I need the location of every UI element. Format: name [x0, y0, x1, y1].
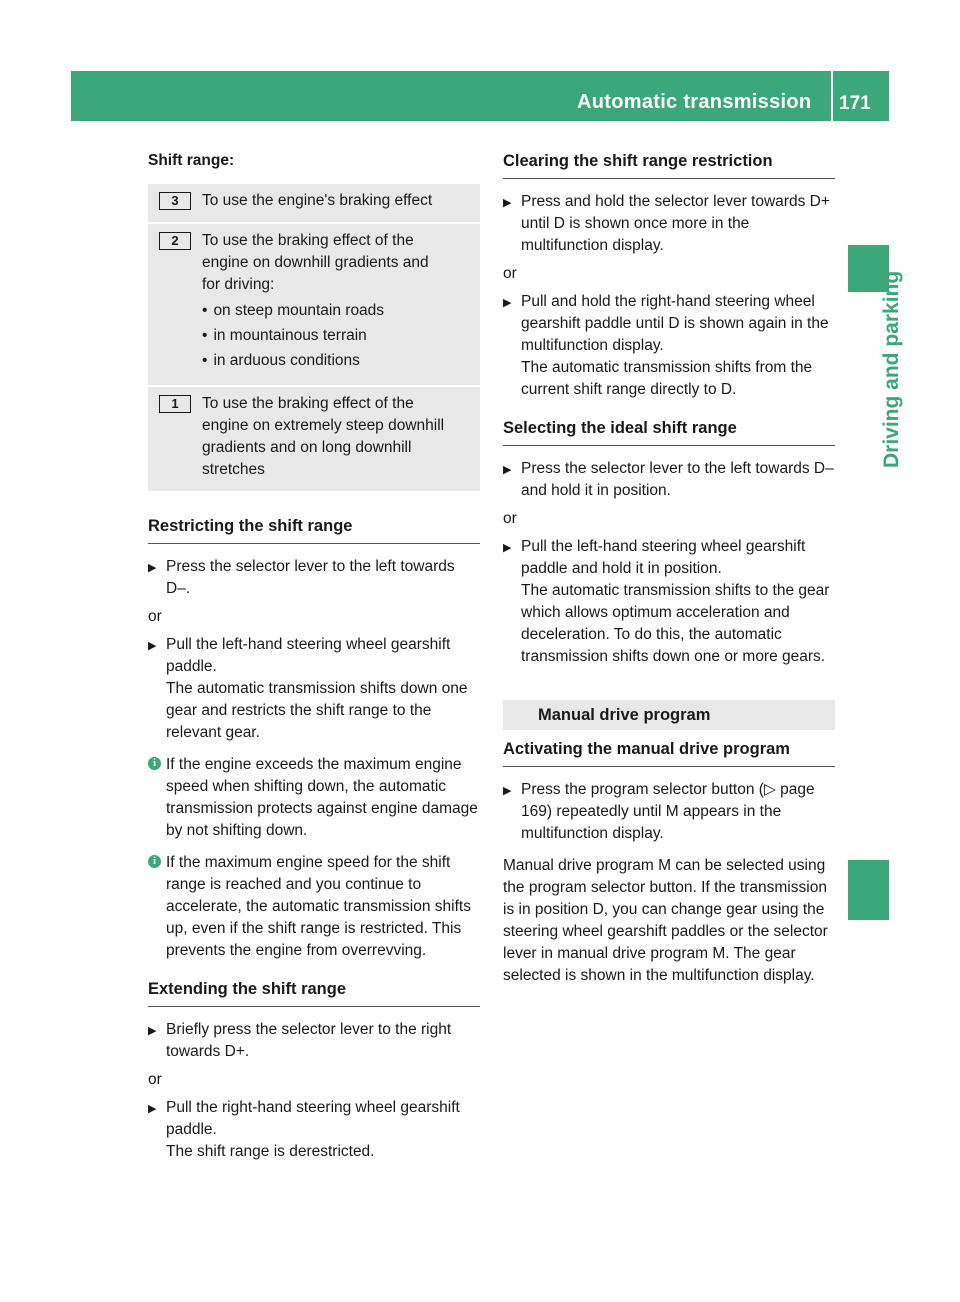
list-item: • in mountainous terrain: [202, 325, 472, 347]
gear-1-key: 1: [159, 395, 191, 413]
or-separator: or: [503, 510, 517, 527]
activating-heading: Activating the manual drive program: [503, 738, 835, 767]
clearing-heading: Clearing the shift range restriction: [503, 150, 835, 179]
step-result: The automatic transmission shifts from the current shift range directly to D.: [521, 359, 813, 398]
row-text: To use the braking effect of the: [202, 395, 414, 412]
ideal-heading: Selecting the ideal shift range: [503, 417, 835, 446]
extending-heading: Extending the shift range: [148, 978, 480, 1007]
step-arrow-icon: ▶: [148, 1025, 157, 1037]
or-separator: or: [148, 1071, 162, 1088]
page-number: 171: [839, 93, 871, 114]
instruction-step: ▶ Pull the left-hand steering wheel gearshift paddle. The automatic transmission shifts down one gear and restricts the shift range to the relevant gear.: [148, 634, 480, 744]
gear-3-key: 3: [159, 192, 191, 210]
right-column: [503, 150, 835, 987]
step-result: The automatic transmission shifts to the gear which allows optimum acceleration and deceleration. To do this, the automatic transmission shifts down one or more gears.: [521, 582, 830, 665]
row-text: To use the braking effect of the: [202, 232, 414, 249]
instruction-step: ▶ Pull the left-hand steering wheel gearshift paddle and hold it in position. The automatic transmission shifts to the gear which allows optimum acceleration and deceleration. To do this, the automatic transmission shifts down one or more gears.: [503, 536, 835, 668]
row-text: stretches: [202, 461, 265, 478]
chapter-label: Driving and parking: [880, 270, 903, 468]
info-icon: i: [148, 757, 161, 770]
page-section-title: Automatic transmission: [577, 91, 812, 113]
row-text: for driving:: [202, 276, 275, 293]
step-result: The shift range is derestricted.: [166, 1143, 375, 1160]
instruction-step: ▶ Press the selector lever to the left towards D–.: [148, 556, 480, 600]
table-row: [148, 387, 480, 491]
instruction-step: ▶ Press the program selector button (▷ page 169) repeatedly until M appears in the multifunction display.: [503, 779, 835, 845]
chapter-tab-square: [848, 860, 889, 920]
shift-range-label: Shift range:: [148, 152, 235, 169]
row-text: gradients and on long downhill: [202, 439, 412, 456]
instruction-step: ▶ Pull the right-hand steering wheel gearshift paddle. The shift range is derestricted.: [148, 1097, 480, 1163]
manual-drive-program-band: Manual drive program: [503, 700, 835, 730]
or-separator: or: [148, 608, 162, 625]
step-arrow-icon: ▶: [148, 562, 157, 574]
row-text: engine on downhill gradients and: [202, 254, 429, 271]
left-column: [148, 150, 480, 1163]
table-row: [148, 184, 480, 224]
instruction-step: ▶ Press and hold the selector lever towards D+ until D is shown once more in the multifunction display.: [503, 191, 835, 257]
step-arrow-icon: ▶: [503, 542, 512, 554]
step-arrow-icon: ▶: [148, 640, 157, 652]
info-note: i If the maximum engine speed for the shift range is reached and you continue to accelerate, the automatic transmission shifts up, even if the shift range is restricted. This prevents the engine from overrevving.: [148, 852, 480, 962]
step-arrow-icon: ▶: [148, 1103, 157, 1115]
step-arrow-icon: ▶: [503, 464, 512, 476]
list-item: • in arduous conditions: [202, 350, 472, 372]
row-text: engine on extremely steep downhill: [202, 417, 445, 434]
info-icon: i: [148, 855, 161, 868]
step-arrow-icon: ▶: [503, 197, 512, 209]
step-result: The automatic transmission shifts down one gear and restricts the shift range to the relevant gear.: [166, 680, 468, 741]
list-item: • on steep mountain roads: [202, 300, 472, 322]
info-note: i If the engine exceeds the maximum engine speed when shifting down, the automatic transmission protects against engine damage by not shifting down.: [148, 754, 480, 842]
shift-range-table: [148, 184, 480, 491]
bullet-list: [202, 300, 472, 372]
step-arrow-icon: ▶: [503, 785, 512, 797]
manual-drive-paragraph: Manual drive program M can be selected using the program selector button. If the transmission is in position D, you can change gear using the steering wheel gearshift paddles or the selector lever in manual drive program M. The gear selected is shown in the multifunction display.: [503, 857, 828, 984]
row-text: To use the engine's braking effect: [202, 192, 433, 209]
instruction-step: ▶ Press the selector lever to the left towards D– and hold it in position.: [503, 458, 835, 502]
or-separator: or: [503, 265, 517, 282]
header-divider: [831, 71, 833, 121]
gear-2-key: 2: [159, 232, 191, 250]
step-arrow-icon: ▶: [503, 297, 512, 309]
restricting-heading: Restricting the shift range: [148, 515, 480, 544]
instruction-step: ▶ Briefly press the selector lever to the right towards D+.: [148, 1019, 480, 1063]
table-row: [148, 224, 480, 387]
instruction-step: ▶ Pull and hold the right-hand steering wheel gearshift paddle until D is shown again in the multifunction display. The automatic transmission shifts from the current shift range directly to D.: [503, 291, 835, 401]
